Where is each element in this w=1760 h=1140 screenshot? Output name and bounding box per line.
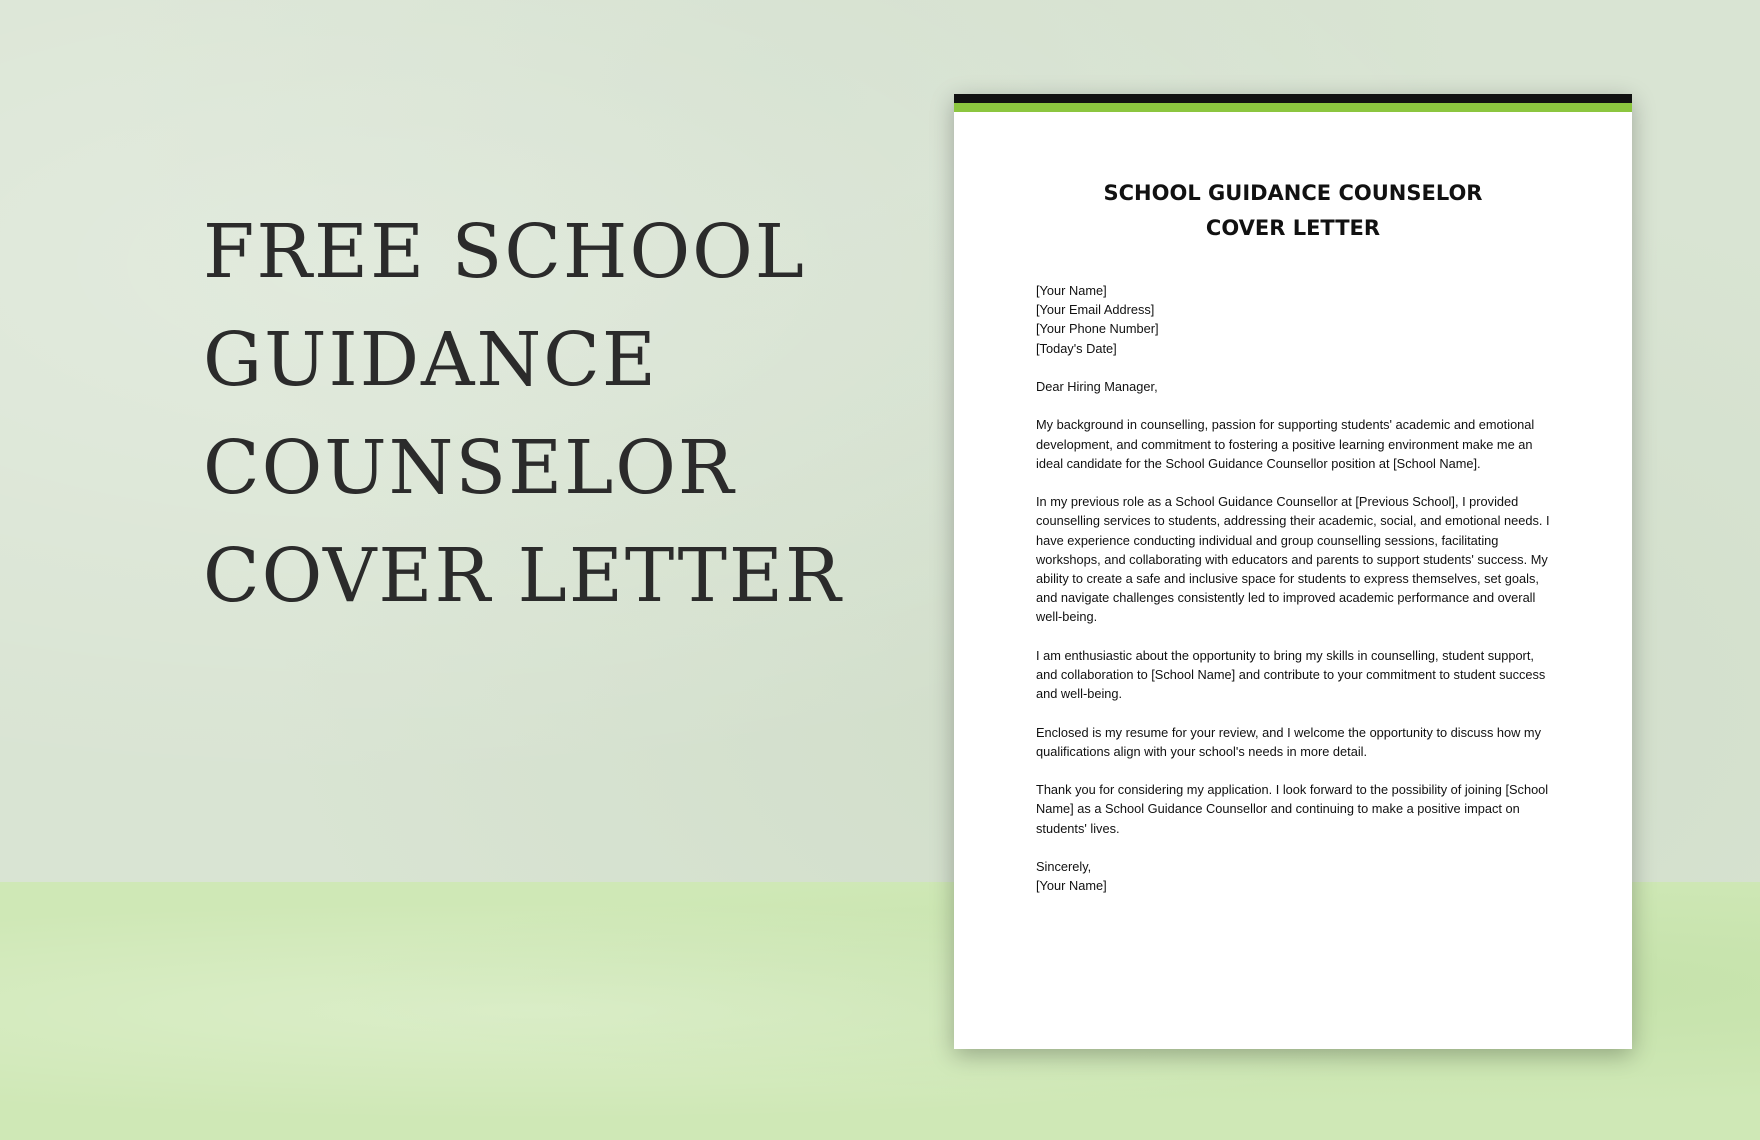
document-title [954,176,1632,246]
salutation: Dear Hiring Manager, [1036,379,1158,394]
letter-date: [Today's Date] [1036,340,1117,356]
document-accent-bar [954,103,1632,112]
headline-line: FREE SCHOOL [203,209,806,295]
sender-phone: [Your Phone Number] [1036,321,1159,337]
sign-off [1036,857,1556,895]
body-paragraph: My background in counselling, passion for supporting students' academic and emotional development, and commitment to fostering a positive learning environment make me an ideal candidate for the School Guidance Counsellor position at [School Name]. [1036,417,1535,471]
document-body [1036,281,1556,895]
document-top-bar [954,94,1632,103]
body-paragraph: Thank you for considering my application. I look forward to the possibility of joining [School Name] as a School Guidance Counsellor and continuing to make a positive impact on students' lives. [1036,782,1549,836]
cover-letter-document [954,94,1632,1049]
headline-line: COUNSELOR [203,425,736,511]
signature: [Your Name] [1036,878,1107,894]
headline-line: COVER LETTER [203,533,843,619]
sender-name: [Your Name] [1036,283,1107,298]
sender-details [1036,281,1556,358]
closing: Sincerely, [1036,858,1092,874]
sender-email: [Your Email Address] [1036,302,1155,318]
document-title-line: COVER LETTER [1205,216,1381,240]
headline-title [203,198,843,630]
body-paragraph: I am enthusiastic about the opportunity to bring my skills in counselling, student support, and collaboration to [School Name] and contribute to your commitment to student success and well-being. [1036,647,1546,702]
headline-line: GUIDANCE [203,317,658,403]
document-title-line: SCHOOL GUIDANCE COUNSELOR [1103,181,1483,205]
body-paragraph: In my previous role as a School Guidance Counsellor at [Previous School], I provided counselling services to students, addressing their academic, social, and emotional needs. I have experience conducting individual and group counselling sessions, facilitating workshops, and collaborating with educators and parents to support students' success. My ability to create a safe and inclusive space for students to express themselves, set goals, and navigate challenges consistently led to improved academic performance and overall well-being. [1036,494,1550,625]
body-paragraph: Enclosed is my resume for your review, and I welcome the opportunity to discuss how my qualifications align with your school's needs in more detail. [1036,724,1541,759]
